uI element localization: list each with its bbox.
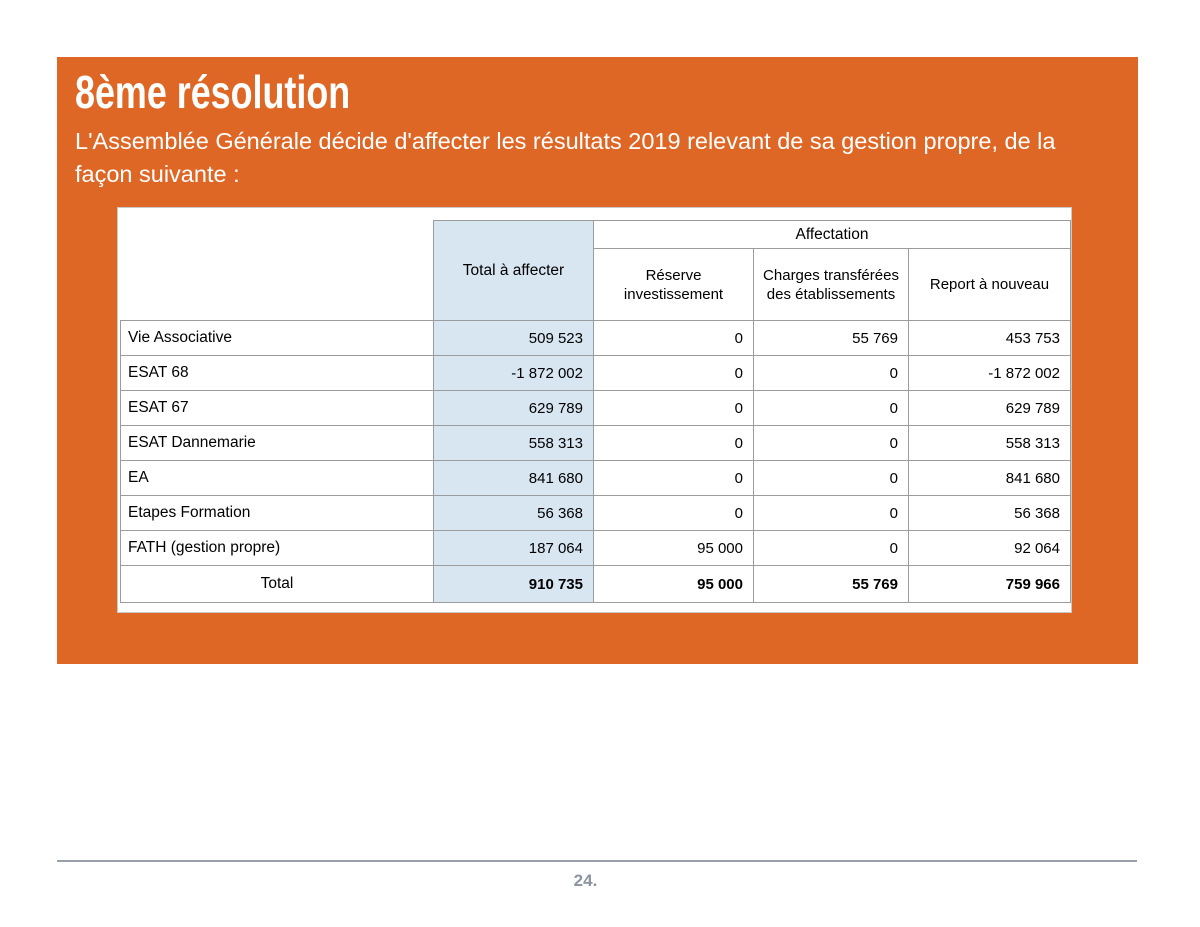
column-header-total-a-affecter: Total à affecter <box>434 221 594 321</box>
cell-total: 187 064 <box>434 531 594 566</box>
slide-subtitle: L'Assemblée Générale décide d'affecter les résultats 2019 relevant de sa gestion propre, de la façon suivante : <box>75 128 1056 187</box>
cell-report: 841 680 <box>909 461 1071 496</box>
cell-charges: 0 <box>754 496 909 531</box>
cell-charges: 0 <box>754 531 909 566</box>
column-header-charges-transferees: Charges transférées des établissements <box>754 249 909 321</box>
affectation-table-panel <box>117 207 1072 613</box>
total-cell-report: 759 966 <box>909 566 1071 603</box>
cell-report: 92 064 <box>909 531 1071 566</box>
cell-reserve: 0 <box>594 426 754 461</box>
column-header-reserve-investissement: Réserve investissement <box>594 249 754 321</box>
cell-total: -1 872 002 <box>434 356 594 391</box>
affectation-table <box>120 220 1071 603</box>
cell-reserve: 0 <box>594 496 754 531</box>
row-label: Etapes Formation <box>121 496 434 531</box>
row-label: EA <box>121 461 434 496</box>
cell-report: 56 368 <box>909 496 1071 531</box>
row-label: ESAT 67 <box>121 391 434 426</box>
table-row <box>121 461 1071 496</box>
row-label: ESAT 68 <box>121 356 434 391</box>
cell-reserve: 95 000 <box>594 531 754 566</box>
cell-reserve: 0 <box>594 356 754 391</box>
page-number: 24. <box>573 871 598 890</box>
footer-divider-line <box>57 860 1137 862</box>
cell-reserve: 0 <box>594 461 754 496</box>
row-label: Vie Associative <box>121 321 434 356</box>
table-total-row <box>121 566 1071 603</box>
cell-charges: 0 <box>754 426 909 461</box>
column-group-header-affectation: Affectation <box>594 221 1071 249</box>
cell-total: 558 313 <box>434 426 594 461</box>
cell-report: -1 872 002 <box>909 356 1071 391</box>
table-row <box>121 496 1071 531</box>
row-label: ESAT Dannemarie <box>121 426 434 461</box>
table-row <box>121 391 1071 426</box>
table-row <box>121 321 1071 356</box>
cell-report: 558 313 <box>909 426 1071 461</box>
slide-header-block <box>57 57 1138 664</box>
cell-charges: 55 769 <box>754 321 909 356</box>
cell-total: 56 368 <box>434 496 594 531</box>
column-header-report-a-nouveau: Report à nouveau <box>909 249 1071 321</box>
cell-reserve: 0 <box>594 391 754 426</box>
table-row <box>121 426 1071 461</box>
table-row <box>121 356 1071 391</box>
cell-reserve: 0 <box>594 321 754 356</box>
cell-charges: 0 <box>754 391 909 426</box>
table-corner-blank-cell <box>121 221 434 321</box>
cell-total: 629 789 <box>434 391 594 426</box>
table-row <box>121 531 1071 566</box>
page-title <box>75 67 428 118</box>
total-cell-total: 910 735 <box>434 566 594 603</box>
row-label: FATH (gestion propre) <box>121 531 434 566</box>
total-cell-reserve: 95 000 <box>594 566 754 603</box>
cell-total: 509 523 <box>434 321 594 356</box>
cell-report: 453 753 <box>909 321 1071 356</box>
cell-report: 629 789 <box>909 391 1071 426</box>
cell-total: 841 680 <box>434 461 594 496</box>
cell-charges: 0 <box>754 356 909 391</box>
total-cell-charges: 55 769 <box>754 566 909 603</box>
total-row-label: Total <box>121 566 434 603</box>
cell-charges: 0 <box>754 461 909 496</box>
page-title-text: 8ème résolution <box>75 66 351 118</box>
